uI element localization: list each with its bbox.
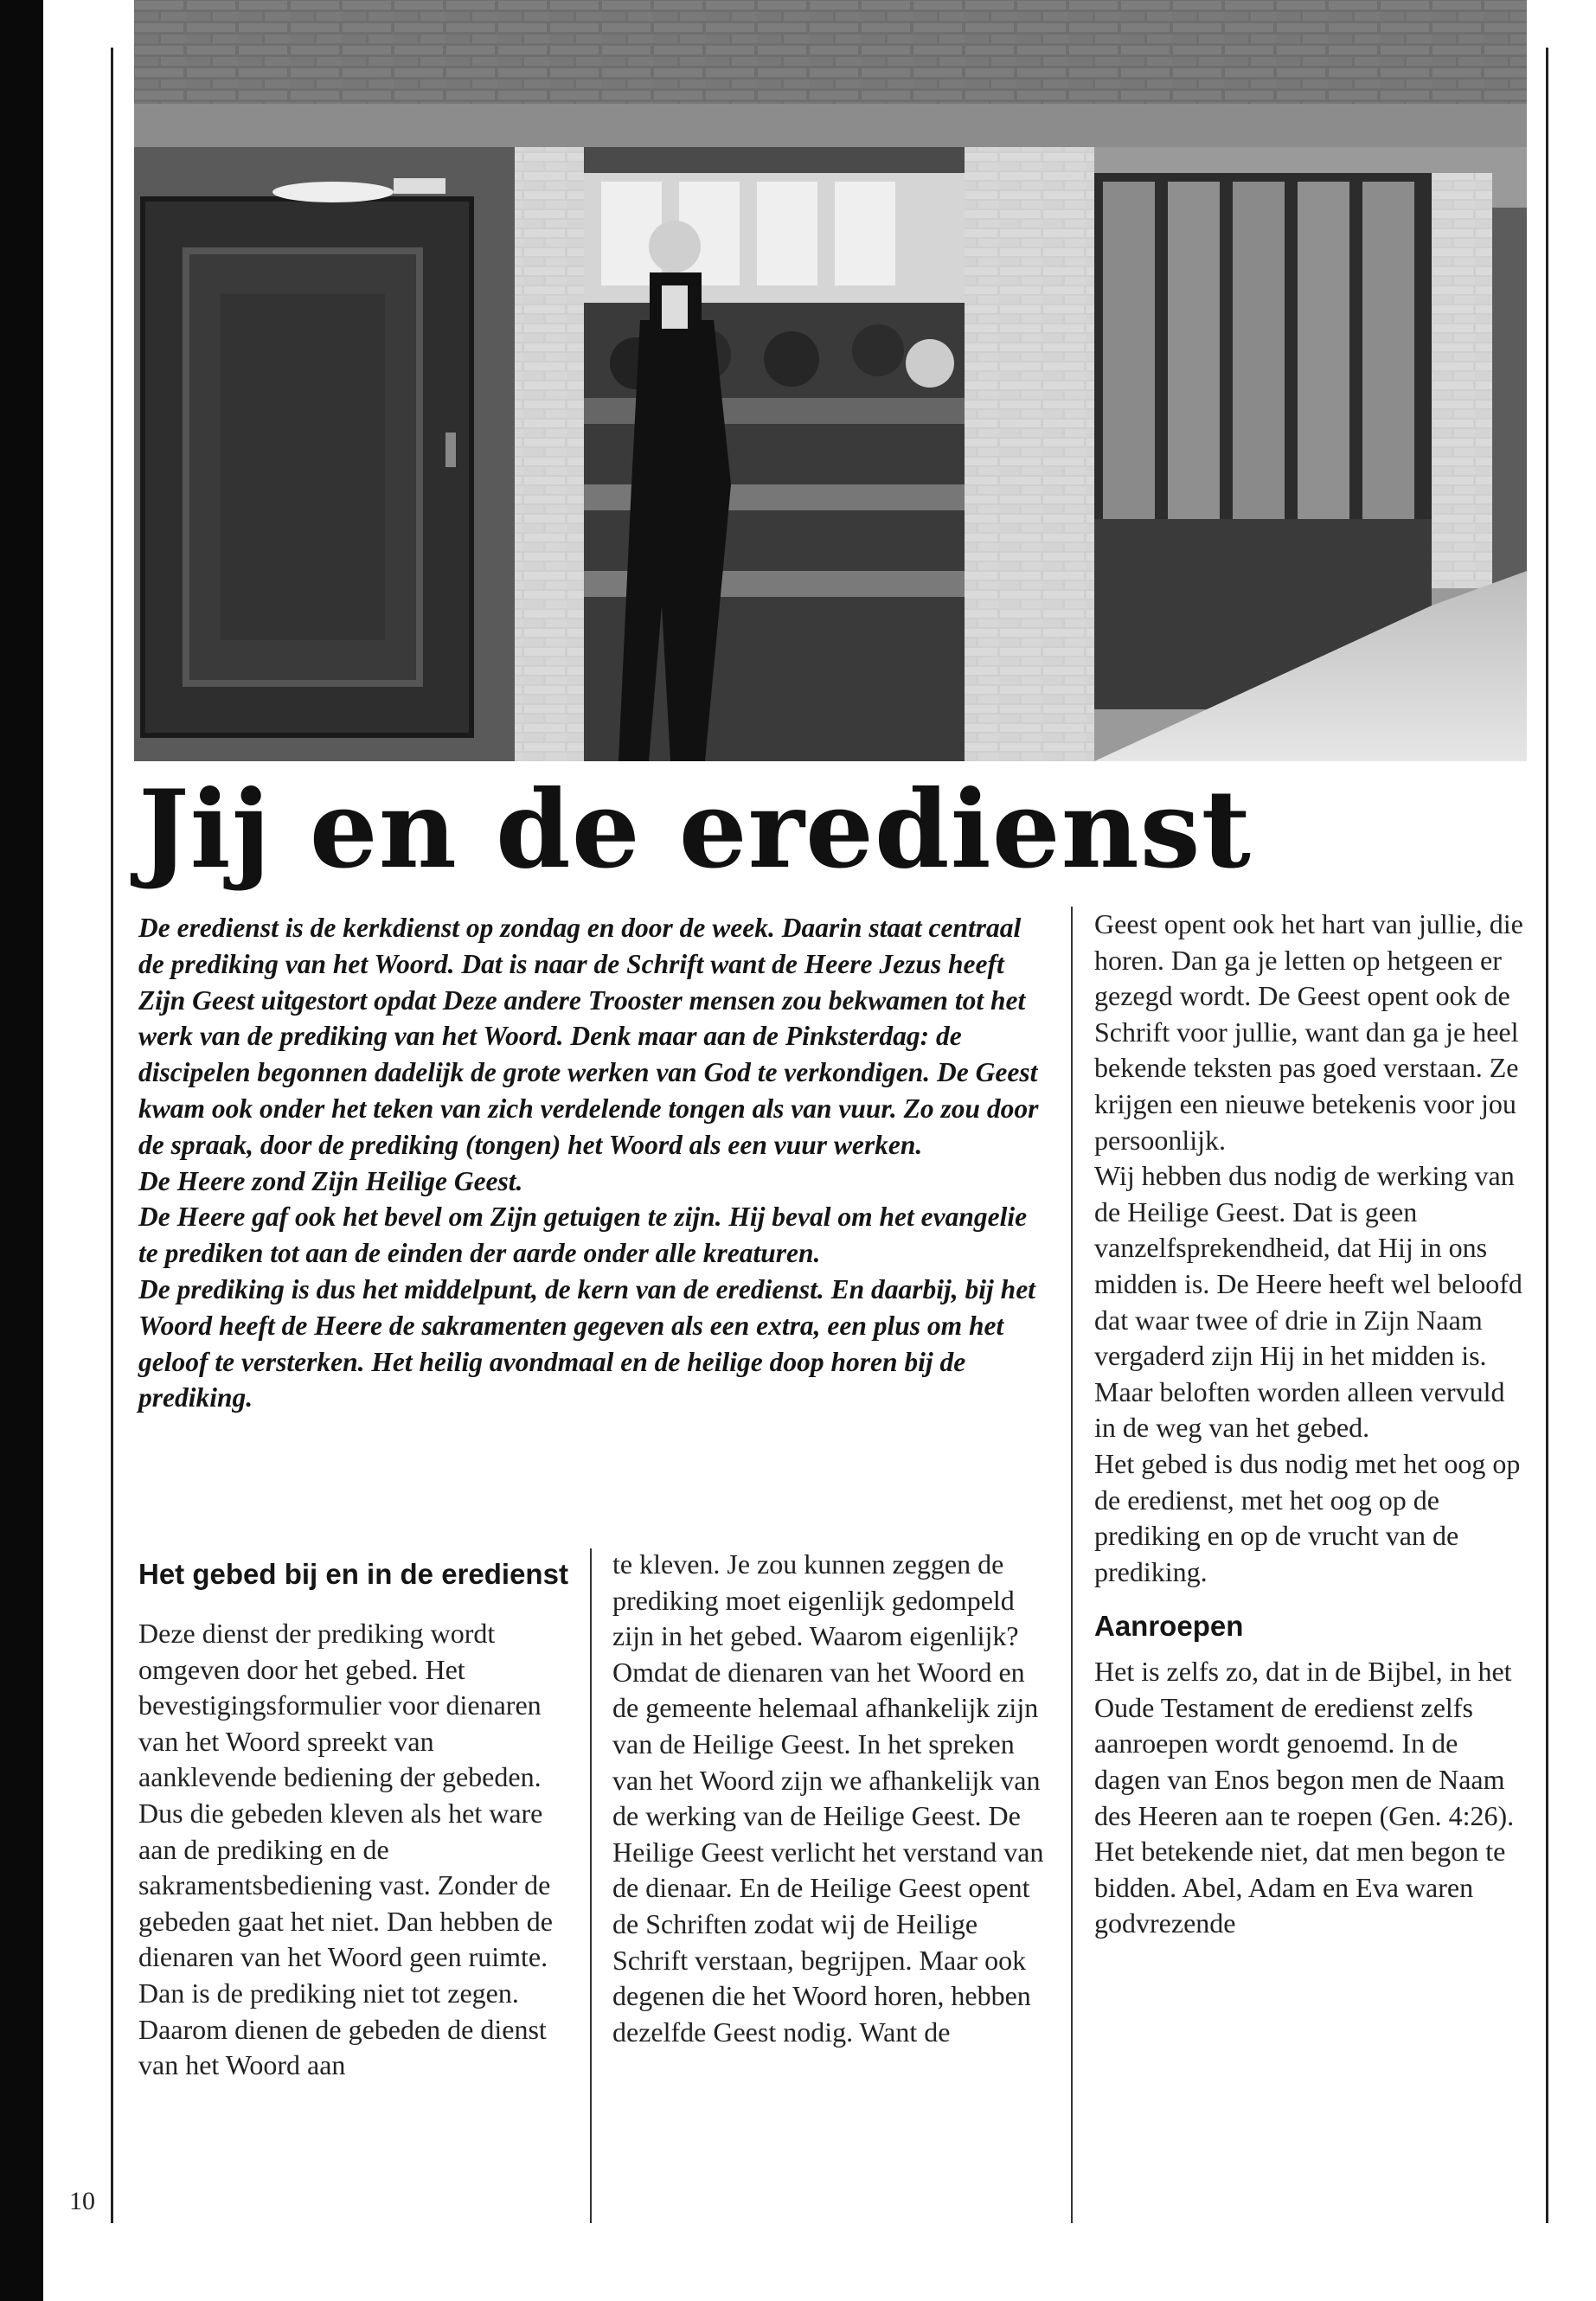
intro-paragraph xyxy=(138,910,1047,1416)
column-rule-2 xyxy=(1071,907,1073,2223)
right-rule xyxy=(1546,48,1548,2223)
column-2-text: te kleven. Je zou kunnen zeggen de prediking moet eigenlijk gedompeld zijn in het gebed. Waarom eigenlijk? Omdat de dienaren van het Woord en de gemeente helemaal afhankelijk zijn van de Heilige Geest. In het spreken van het Woord zijn we afhankelijk van de werking van de Heilige Geest. De Heilige Geest verlicht het verstand van de dienaar. En de Heilige Geest opent de Schriften zodat wij de Heilige Schrift verstaan, begrijpen. Maar ook degenen die het Woord horen, hebben dezelfde Geest nodig. Want de xyxy=(612,1548,1044,2048)
intro-text-4: De prediking is dus het middelpunt, de kern van de eredienst. En daarbij, bij het Woord heeft de Heere de sakramenten gegeven als een extra, een plus om het geloof te versterken. Het heilig avondmaal en de heilige doop horen bij de prediking. xyxy=(138,1273,1035,1413)
photo-drawing xyxy=(134,0,1527,761)
intro-text-1: De eredienst is de kerkdienst op zondag en door de week. Daarin staat centraal de prediking van het Woord. Dat is naar de Schrift want de Heere Jezus heeft Zijn Geest uitgestort opdat Deze andere Trooster mensen zou bekwamen tot het werk van de prediking van het Woord. Denk maar aan de Pinksterdag: de discipelen begonnen dadelijk de grote werken van God te verkondigen. De Geest kwam ook onder het teken van zich verdelende tongen als van vuur. Zo zou door de spraak, door de prediking (tongen) het Woord als een vuur werken. xyxy=(138,913,1039,1160)
column-3-text-2: Wij hebben dus nodig de werking van de Heilige Geest. Dat is geen vanzelfsprekendheid, dat Hij in ons midden is. De Heere heeft wel beloofd dat waar twee of drie in Zijn Naam vergaderd zijn Hij in het midden is. Maar beloften worden alleen vervuld in de weg van het gebed. xyxy=(1094,1160,1522,1444)
column-3-text-4: Het is zelfs zo, dat in de Bijbel, in het Oude Testament de eredienst zelfs aanroepen wordt genoemd. In de dagen van Enos begon men de Naam des Heeren aan te roepen (Gen. 4:26). Het betekende niet, dat men begon te bidden. Abel, Adam en Eva waren godvrezende xyxy=(1094,1656,1515,1939)
church-interior-photo xyxy=(134,0,1527,761)
intro-text-2: De Heere zond Zijn Heilige Geest. xyxy=(138,1165,523,1196)
column-1-text: Deze dienst der prediking wordt omgeven door het gebed. Het bevestigingsformulier voor dienaren van het Woord spreekt van aanklevende bediening der gebeden. Dus die gebeden kleven als het ware aan de prediking en de sakramentsbediening vast. Zonder de gebeden gaat het niet. Dan hebben de dienaren van het Woord geen ruimte. Dan is de prediking niet tot zegen. Daarom dienen de gebeden de dienst van het Woord aan xyxy=(138,1618,553,2081)
page-number: 10 xyxy=(69,2187,95,2215)
column-2 xyxy=(612,1547,1054,2050)
column-3-text-1: Geest opent ook het hart van jullie, die horen. Dan ga je letten op hetgeen er gezegd wordt. De Geest opent ook de Schrift voor jullie, want dan ga je heel bekende teksten pas goed verstaan. Ze krijgen een nieuwe betekenis voor jou persoonlijk. xyxy=(1094,908,1523,1156)
left-rule xyxy=(111,48,113,2223)
column-3 xyxy=(1094,907,1527,1942)
section-heading-gebed: Het gebed bij en in de eredienst xyxy=(138,1558,568,1590)
scan-edge xyxy=(0,0,43,2301)
column-rule-1 xyxy=(590,1548,592,2223)
column-3-text-3: Het gebed is dus nodig met het oog op de eredienst, met het oog op de prediking en op de vrucht van de prediking. xyxy=(1094,1447,1521,1587)
page-title: Jij en de eredienst xyxy=(138,767,1252,893)
section-heading-aanroepen: Aanroepen xyxy=(1094,1610,1244,1643)
column-1 xyxy=(138,1557,571,2084)
intro-text-3: De Heere gaf ook het bevel om Zijn getuigen te zijn. Hij beval om het evangelie te prediken tot aan de einden der aarde onder alle kreaturen. xyxy=(138,1202,1028,1269)
